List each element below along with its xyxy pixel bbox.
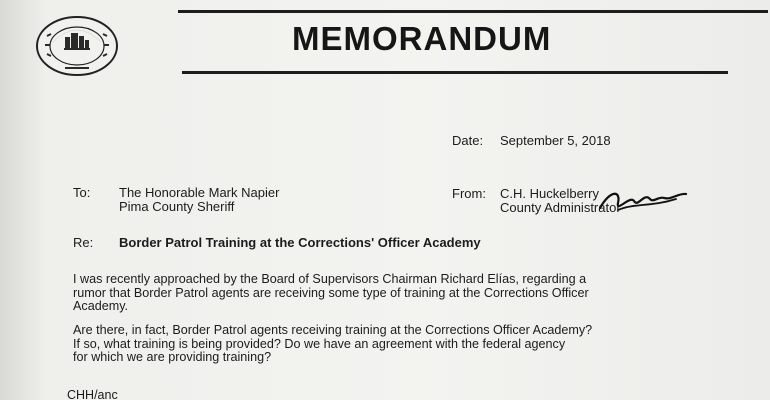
sender-name: C.H. Huckelberry xyxy=(500,186,599,201)
body-paragraph-2 xyxy=(73,324,723,365)
from-label: From: xyxy=(452,186,486,201)
memo-title: MEMORANDUM xyxy=(292,20,552,57)
header-rule-top xyxy=(178,10,768,13)
recipient-title: Pima County Sheriff xyxy=(119,199,235,214)
subject-line: Border Patrol Training at the Corrections' Officer Academy xyxy=(119,235,481,250)
header-rule-bottom xyxy=(182,71,728,74)
recipient-name: The Honorable Mark Napier xyxy=(119,185,280,200)
handwritten-signature xyxy=(596,186,690,216)
date-value: September 5, 2018 xyxy=(500,133,611,148)
paragraph-line: rumor that Border Patrol agents are receiving some type of training at the Corrections Officer xyxy=(73,285,589,300)
re-label: Re: xyxy=(73,235,94,250)
date-label: Date: xyxy=(452,133,484,148)
paragraph-line: Academy. xyxy=(73,299,129,313)
to-label: To: xyxy=(73,185,91,200)
paragraph-line: I was recently approached by the Board of Supervisors Chairman Richard Elías, regarding a xyxy=(73,272,587,286)
body-paragraph-1 xyxy=(73,273,713,314)
sender-title: County Administrator xyxy=(500,200,621,215)
pima-county-seal xyxy=(35,15,119,77)
typist-initials: CHH/anc xyxy=(67,388,118,400)
paragraph-line: for which we are providing training? xyxy=(73,350,272,364)
paragraph-line: If so, what training is being provided? Do we have an agreement with the federal agency xyxy=(73,336,566,351)
paragraph-line: Are there, in fact, Border Patrol agents receiving training at the Corrections Officer Academy? xyxy=(73,323,593,337)
